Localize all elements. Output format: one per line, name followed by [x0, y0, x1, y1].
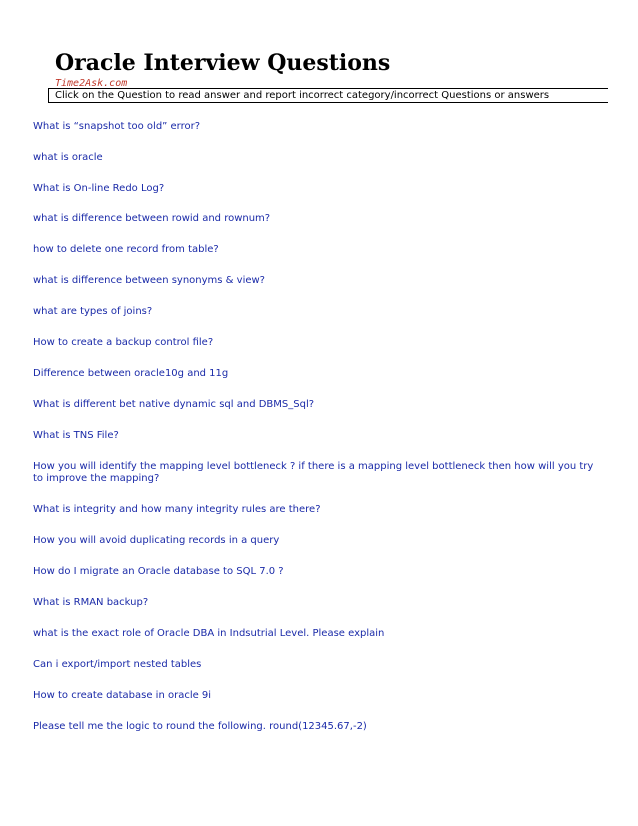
page-title: Oracle Interview Questions: [55, 50, 391, 76]
question-link[interactable]: What is TNS File?: [33, 430, 119, 441]
question-link[interactable]: What is RMAN backup?: [33, 597, 149, 608]
question-link[interactable]: What is On-line Redo Log?: [33, 183, 165, 194]
question-link[interactable]: what is difference between synonyms & view?: [33, 275, 265, 286]
question-link[interactable]: Difference between oracle10g and 11g: [33, 368, 229, 379]
question-link[interactable]: How you will avoid duplicating records in a query: [33, 535, 280, 546]
site-name: Time2Ask.com: [55, 78, 128, 89]
page-subtitle: Click on the Question to read answer and report incorrect category/incorrect Questions or answers: [55, 90, 550, 101]
question-link[interactable]: Please tell me the logic to round the following. round(12345.67,-2): [33, 721, 367, 732]
question-link[interactable]: what is oracle: [33, 152, 103, 163]
question-link[interactable]: How to create database in oracle 9i: [33, 690, 212, 701]
question-link[interactable]: what is difference between rowid and rownum?: [33, 213, 271, 224]
question-link[interactable]: What is integrity and how many integrity rules are there?: [33, 504, 321, 515]
question-link[interactable]: What is different bet native dynamic sql and DBMS_Sql?: [33, 399, 315, 410]
question-link[interactable]: How to create a backup control file?: [33, 337, 214, 348]
header-rule-top: [48, 88, 608, 89]
question-link[interactable]: Can i export/import nested tables: [33, 659, 202, 670]
question-link[interactable]: how to delete one record from table?: [33, 244, 219, 255]
question-link[interactable]: what is the exact role of Oracle DBA in Indsutrial Level. Please explain: [33, 628, 385, 639]
question-link[interactable]: What is “snapshot too old” error?: [33, 121, 201, 132]
question-link[interactable]: How do I migrate an Oracle database to SQL 7.0 ?: [33, 566, 284, 577]
question-link[interactable]: what are types of joins?: [33, 306, 153, 317]
header-rule-left: [48, 88, 49, 103]
header-rule-bottom: [48, 102, 608, 103]
question-link[interactable]: How you will identify the mapping level bottleneck ? if there is a mapping level bottleneck then how will you try to improve the mapping?: [33, 461, 594, 484]
